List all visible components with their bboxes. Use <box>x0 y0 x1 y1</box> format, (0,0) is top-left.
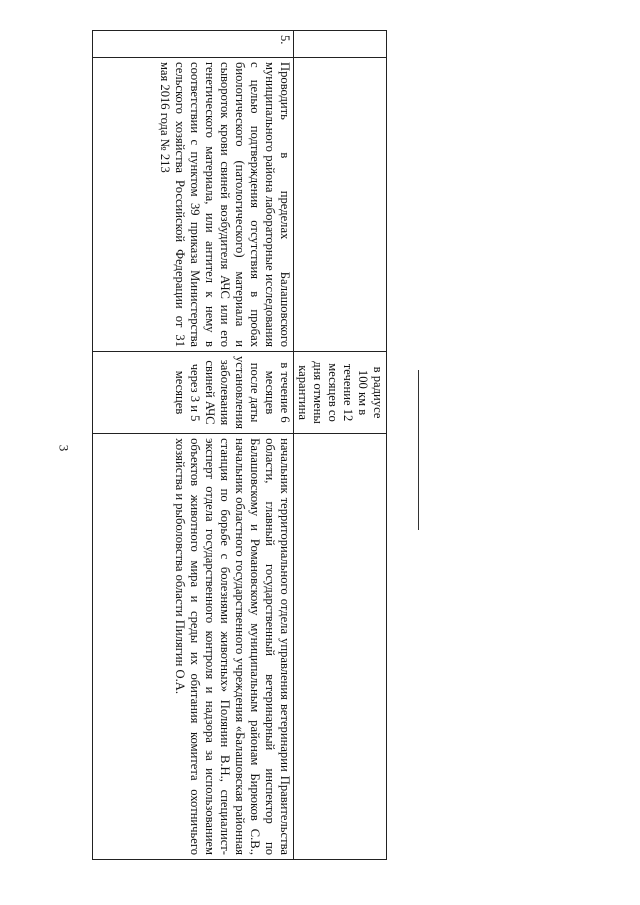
row-number <box>294 31 387 58</box>
responsible-cell: начальник территориального отдела управления ветеринарии Правительства области, главный государственный ветеринарный инспектор по Балашовскому и Романовскому муниципальным районам Бирюков С.В., начальник областного государственного учреждения «Балашовская районная станция по борьбе с болезнями животных» Полянин В.Н., специалист-эксперт отдела государственного контроля и надзора за использованием объектов животного мира и среды их обитания комитета охотничьего хозяйства и рыболовства области Пилягин О.А. <box>93 434 294 860</box>
row-number: 5. <box>93 31 294 58</box>
page-number: 3 <box>56 444 72 452</box>
timing-cell: в радиусе 100 км в течение 12 месяцев со дня отмены карантина <box>294 352 387 434</box>
responsible-cell <box>294 434 387 860</box>
table-row-5 <box>93 31 294 860</box>
action-cell: Проводить в пределах Балашовского муниципального района лабораторные исследования с целью подтверждения отсутствия в пробах биологического (патологического) материала и сывороток крови свиней возбудителя АЧС или его генетического материала, или антител к нему в соответствии с пунктом 39 приказа Министерства сельского хозяйства Российской Федерации от 31 мая 2016 года № 213 <box>93 58 294 352</box>
measures-table <box>92 30 387 860</box>
table-row-continuation <box>294 31 387 860</box>
action-cell <box>294 58 387 352</box>
timing-cell: в течение 6 месяцев после даты установления заболевания свиней АЧС через 3 и 5 месяцев <box>93 352 294 434</box>
signature-line <box>418 370 419 530</box>
